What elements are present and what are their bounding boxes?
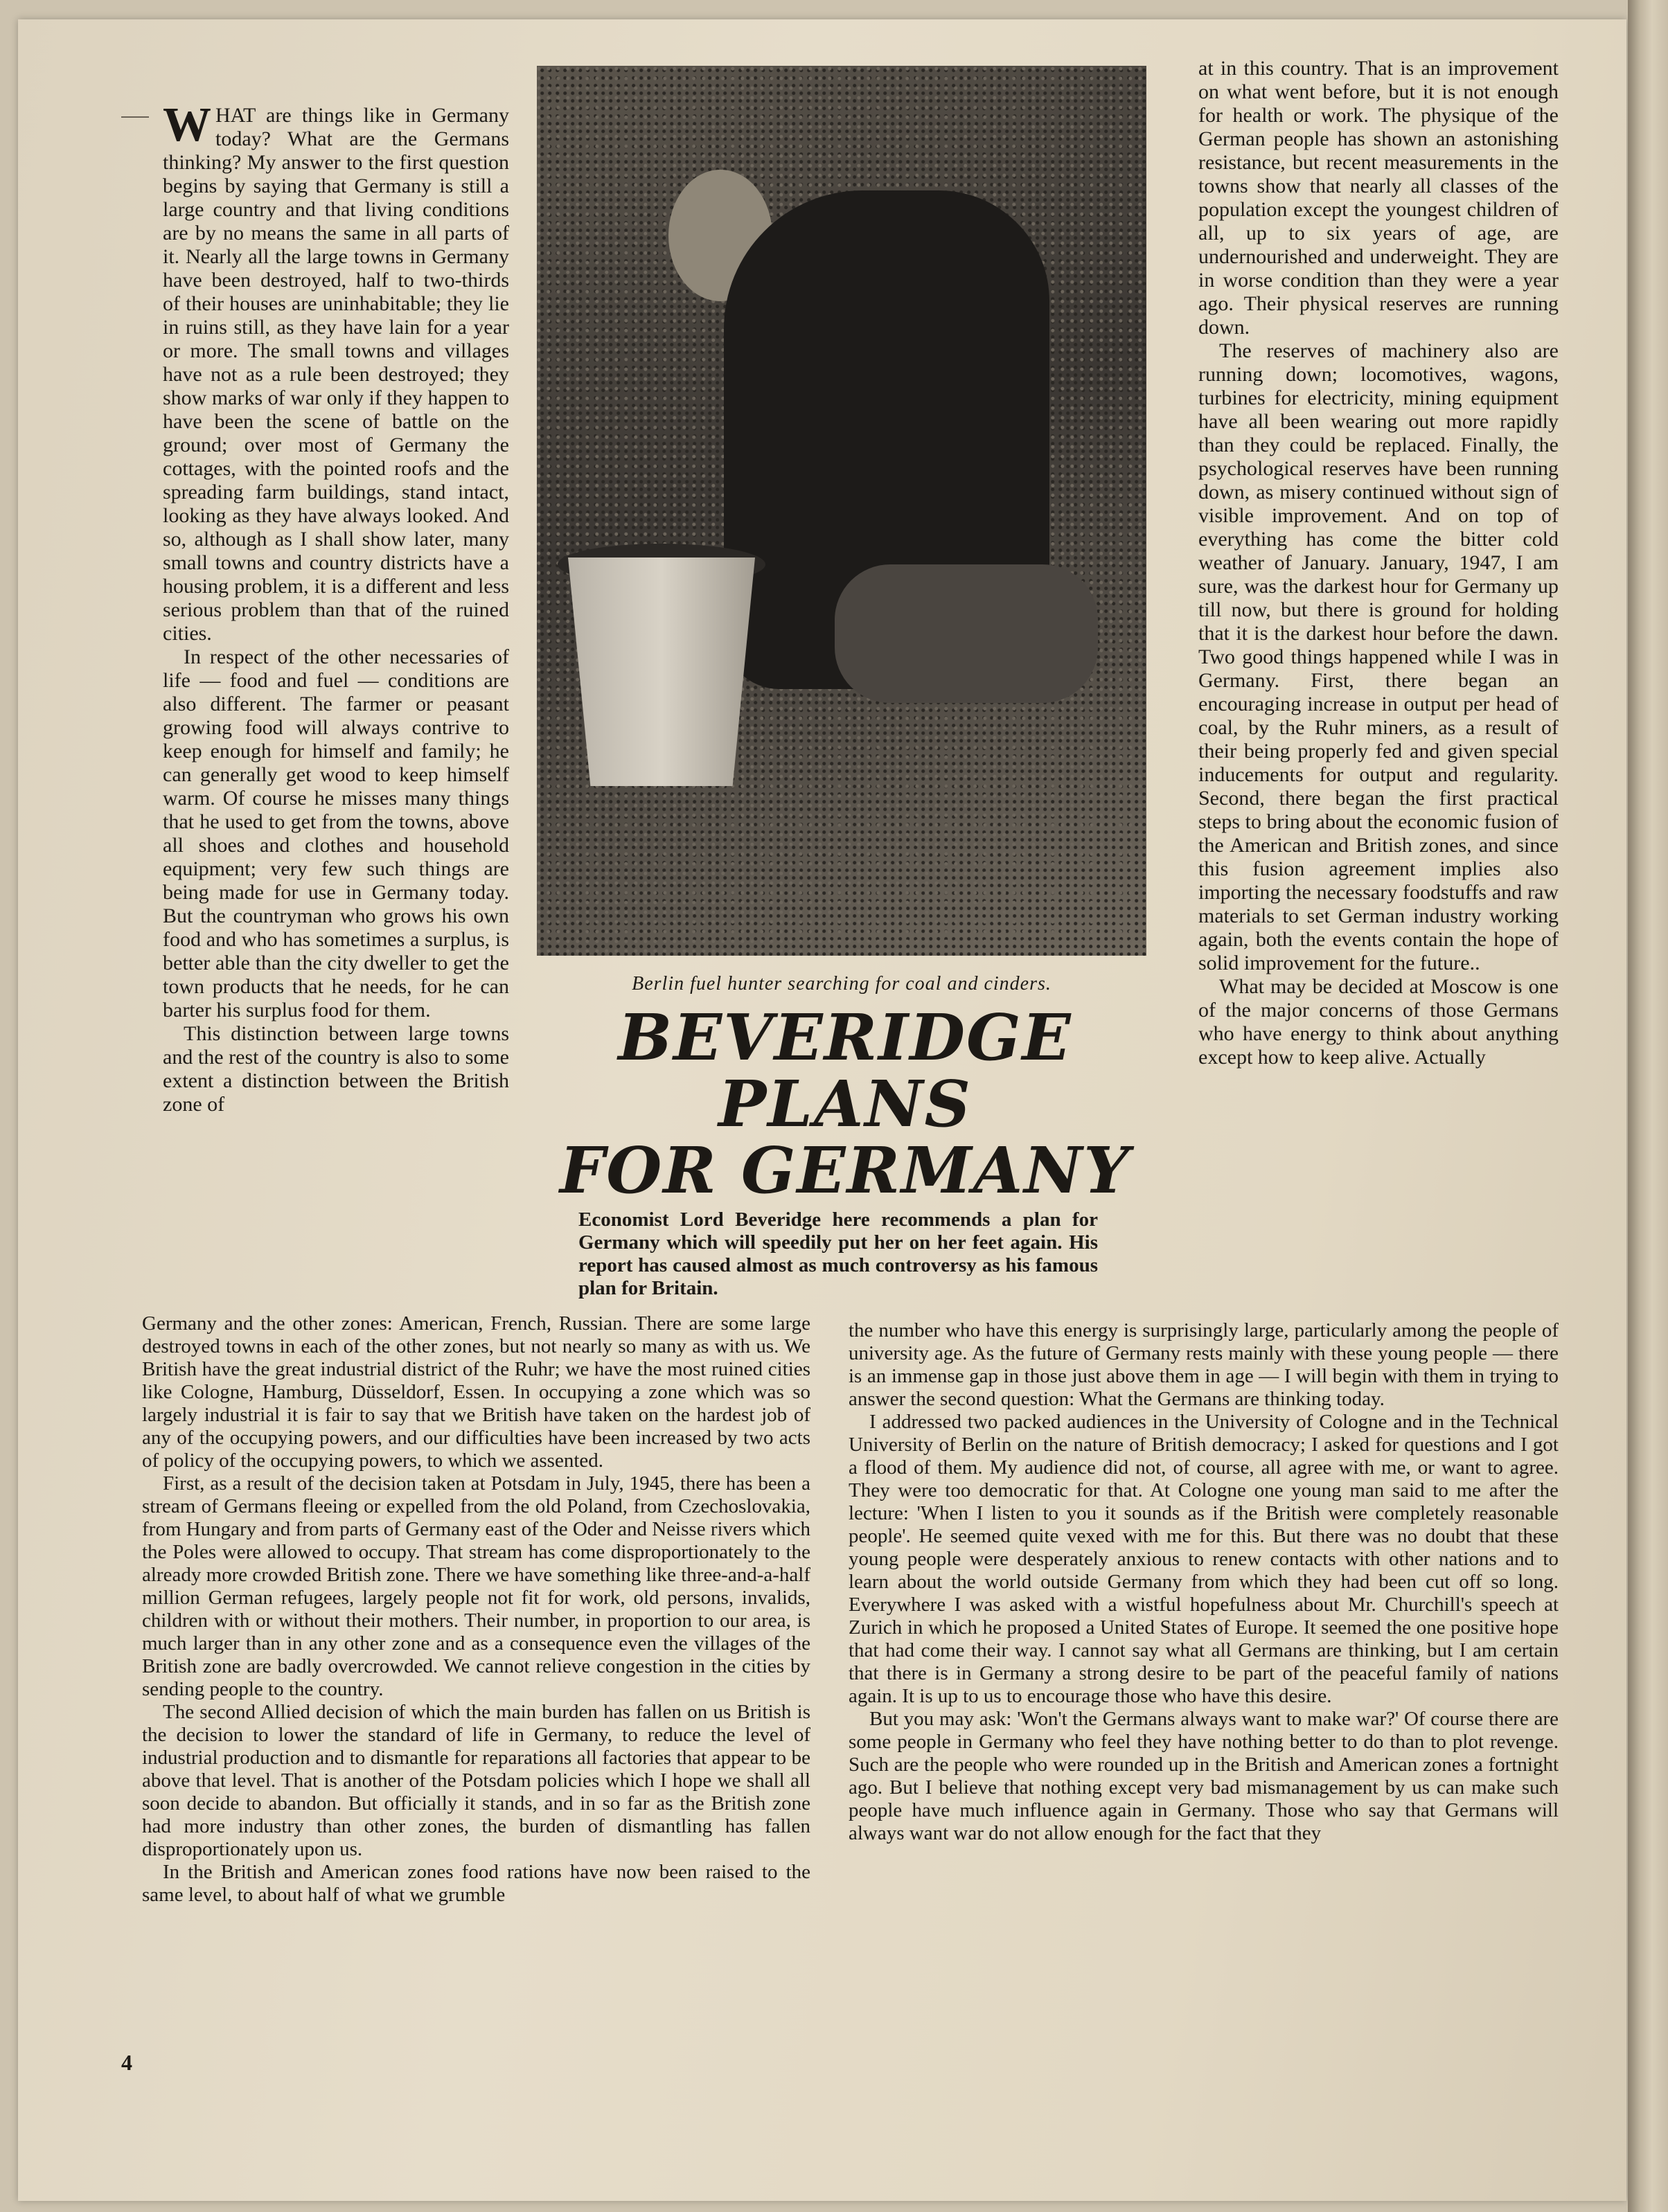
headline-line-2: PLANS xyxy=(718,1067,972,1141)
photo-bucket xyxy=(568,558,755,786)
photo-caption: Berlin fuel hunter searching for coal and cinders. xyxy=(632,973,1052,994)
headline-line-1: BEVERIDGE xyxy=(618,1000,1072,1075)
headline xyxy=(547,1000,1143,1208)
wide-column-right xyxy=(849,1319,1559,2095)
dropcap: W xyxy=(163,104,211,152)
paragraph-3: This distinction between large towns and the rest of the country is also to some extent a distinction between the British zone of xyxy=(163,1022,509,1116)
paragraph-12: I addressed two packed audiences in the University of Cologne and in the Technical University of Berlin on the nature of British democracy; I asked for questions and I got a flood of them. My audience did not, of course, all agree with me, or want to agree. They were too democratic for that. At Cologne one young man said to me after the lecture: 'When I listen to you it sounds as if the British were completely reasonable people'. He seemed quite vexed with me for this. But there was no doubt that these young people were desperately anxious to renew contacts with other nations and to learn about the world outside Germany from which they had been cut off so long. Everywhere I was asked with a wistful hopefulness about Mr. Churchill's speech at Zurich in which he proposed a United States of Europe. It seemed the one positive hope that had come their way. I cannot say what all Germans are thinking, but I am certain that there is in Germany a strong desire to be part of the peaceful family of nations again. It is up to us to encourage those who have this desire. xyxy=(849,1411,1559,1707)
article-photo xyxy=(537,66,1146,956)
paragraph-11: the number who have this energy is surprisingly large, particularly among the people of university age. As the future of Germany rests mainly with these young people — there is an immense gap in those just above them in age — I will begin with them in trying to answer the second question: What the Germans are thinking today. xyxy=(849,1319,1559,1410)
page-number: 4 xyxy=(121,2050,132,2075)
paragraph-13: But you may ask: 'Won't the Germans always want to make war?' Of course there are some people in Germany who feel they have nothing better to do than to plot revenge. Such are the people who were rounded up in the British and American zones a fortnight ago. But I believe that nothing except very bad mismanagement by us can make such people have much influence again in Germany. Those who say that Germans will always want war do not allow enough for the fact that they xyxy=(849,1708,1559,1844)
paragraph-4: at in this country. That is an improvement on what went before, but it is not enough for health or work. The physique of the German people has shown an astonishing resistance, but recent measurements in the towns show that nearly all classes of the population except the youngest children of all, up to six years of age, are undernourished and underweight. They are in worse condition than they were a year ago. Their physical reserves are running down. xyxy=(1198,57,1559,339)
paragraph-10: In the British and American zones food rations have now been raised to the same level, to about half of what we grumble xyxy=(142,1861,810,1906)
paragraph-5: The reserves of machinery also are running down; locomotives, wagons, turbines for electricity, mining equipment have all been wearing out more rapidly than they could be replaced. Finally, the psychological reserves have been running down, as misery continued without sign of visible improvement. And on top of everything has come the bitter cold weather of January. January, 1947, I am sure, was the darkest hour for Germany up till now, but there is ground for holding that it is the darkest hour before the dawn. Two good things happened while I was in Germany. First, there began an encouraging increase in output per head of coal, by the Ruhr miners, as a result of their being properly fed and given special inducements for output and regularity. Second, there began the first practical steps to bring about the economic fusion of the American and British zones, and since this fusion agreement implies also importing the necessary foodstuffs and raw materials to set German industry working again, both the events contain the hope of solid improvement for the future.. xyxy=(1198,339,1559,974)
headline-line-3: FOR GERMANY xyxy=(559,1133,1131,1208)
paragraph-1 xyxy=(163,104,509,645)
paragraph-1-text: HAT are things like in Germany today? What are the Germans thinking? My answer to the first question begins by saying that Germany is still a large country and that living conditions are by no means the same in all parts of it. Nearly all the large towns in Germany have been destroyed, half to two-thirds of their houses are uninhabitable; they lie in ruins still, as they have lain for a year or more. The small towns and villages have not as a rule been destroyed; they show marks of war only if they happen to have been the scene of battle on the ground; over most of Germany the cottages, with the pointed roofs and the spreading farm buildings, stand intact, looking as they have always looked. And so, although as I shall show later, many small towns and country districts have a housing problem, it is a different and less serious problem than that of the ruined cities. xyxy=(163,104,509,645)
paragraph-2: In respect of the other necessaries of life — food and fuel — conditions are also different. The farmer or peasant growing food will always contrive to keep enough for himself and family; he can generally get wood to keep himself warm. Of course he misses many things that he used to get from the towns, above all shoes and clothes and household equipment; very few such things are being made for use in Germany today. But the countryman who grows his own food and who has sometimes a surplus, is better able than the city dweller to get the town products that he needs, for he can barter his surplus food for them. xyxy=(163,645,509,1022)
column-left xyxy=(163,104,509,1323)
wide-column-left xyxy=(142,1312,810,2046)
page-gutter xyxy=(1628,0,1668,2212)
paragraph-8: First, as a result of the decision taken at Potsdam in July, 1945, there has been a stream of Germans fleeing or expelled from the old Poland, from Czechoslovakia, from Hungary and from parts of Germany east of the Oder and Neisse rivers which the Poles were allowed to occupy. That stream has come disproportionately to the already more crowded British zone. There we have something like three-and-a-half million German refugees, largely people not fit for work, old persons, invalids, children with or without their mothers. Their number, in proportion to our area, is much larger than in any other zone and as a consequence even the villages of the British zone are badly overcrowded. We cannot relieve congestion in the cities by sending people to the country. xyxy=(142,1472,810,1700)
paragraph-9: The second Allied decision of which the main burden has fallen on us British is the decision to lower the standard of life in Germany, to reduce the level of industrial production and to dismantle for reparations all factories that appear to be above that level. That is another of the Potsdam policies which I hope we shall all soon decide to abandon. But officially it stands, and in so far as the British zone had more industry than other zones, the burden of dismantling has fallen disproportionately upon us. xyxy=(142,1701,810,1860)
column-right xyxy=(1198,57,1559,1324)
standfirst: Economist Lord Beveridge here recommends a plan for Germany which will speedily put her on her feet again. His report has caused almost as much controversy as his famous plan for Britain. xyxy=(578,1208,1098,1299)
paragraph-6: What may be decided at Moscow is one of the major concerns of those Germans who have energy to think about anything except how to keep alive. Actually xyxy=(1198,975,1559,1069)
paragraph-7: Germany and the other zones: American, French, Russian. There are some large destroyed towns in each of the other zones, but not nearly so many as with us. We British have the great industrial district of the Ruhr; we have the most ruined cities like Cologne, Hamburg, Düsseldorf, Essen. In occupying a zone which was so largely industrial it is fair to say that we British have taken on the hardest job of any of the occupying powers, and our difficulties have been increased by two acts of policy of the occupying powers, to which we assented. xyxy=(142,1312,810,1472)
decorative-rule xyxy=(121,116,149,118)
photo-figure-leg xyxy=(835,564,1098,703)
